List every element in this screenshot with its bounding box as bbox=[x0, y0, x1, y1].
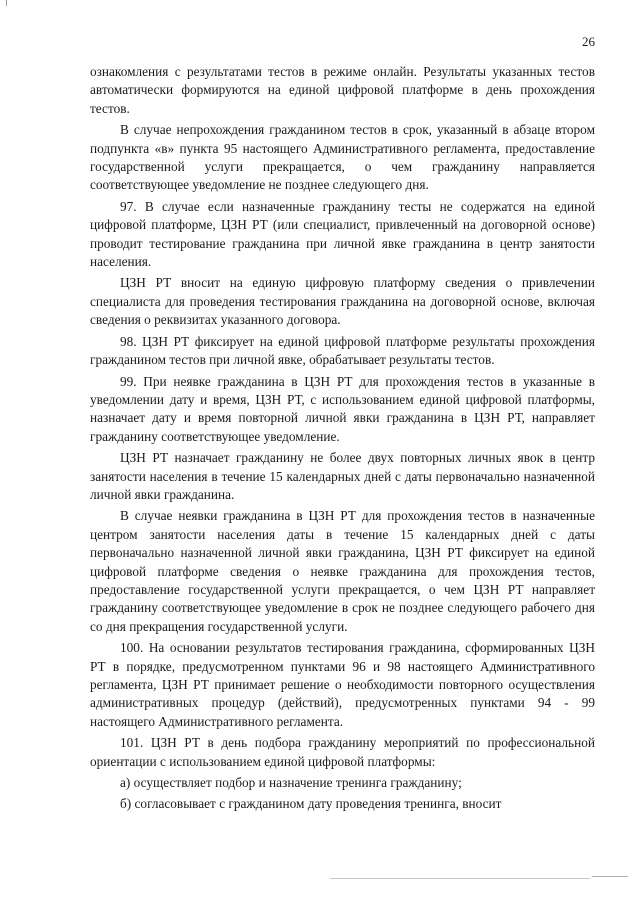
paragraph-test-failure: В случае непрохождения гражданином тестов в срок, указанный в абзаце втором подпункта «в» пункта 95 настоящего Административного регламента, предоставление государственной услуги прекращается, о чем гражданину направляется соответствующее уведомление не позднее следующего дня. bbox=[90, 122, 595, 193]
paragraph-99-no-show: В случае неявки гражданина в ЦЗН РТ для прохождения тестов в назначенные центром занятости населения даты в течение 15 календарных дней с даты первоначально назначенной личной явки гражданина, ЦЗН РТ фиксирует на единой цифровой платформе сведения о неявке гражданина для прохождения тестов, предоставление государственной услуги прекращается, о чем ЦЗН РТ направляет гражданину соответствующее уведомление в срок не позднее следующего рабочего дня со дня прекращения государственной услуги. bbox=[90, 508, 595, 634]
paragraph-98: 98. ЦЗН РТ фиксирует на единой цифровой платформе результаты прохождения гражданином тестов при личной явке, обрабатывает результаты тестов. bbox=[90, 333, 595, 368]
paragraph-101-b: б) согласовывает с гражданином дату проведения тренинга, вносит bbox=[120, 796, 502, 812]
scan-mark-top-left bbox=[6, 0, 7, 6]
scan-line-bottom-right bbox=[592, 876, 628, 877]
paragraph-101-a: а) осуществляет подбор и назначение тренинга гражданину; bbox=[120, 775, 462, 791]
paragraph-100: 100. На основании результатов тестирования гражданина, сформированных ЦЗН РТ в порядке, предусмотренном пунктами 96 и 98 настоящего Административного регламента, ЦЗН РТ принимает решение о необходимости повторного осуществления административных процедур (действий), предусмотренных пунктами 94 - 99 настоящего Административного регламента. bbox=[90, 640, 595, 729]
paragraph-97: 97. В случае если назначенные гражданину тесты не содержатся на единой цифровой платформе, ЦЗН РТ (или специалист, привлеченный на договорной основе) проводит тестирование гражданина при личной явке гражданина в центр занятости населения. bbox=[90, 198, 595, 270]
paragraph-99: 99. При неявке гражданина в ЦЗН РТ для прохождения тестов в указанные в уведомлении дату и время, ЦЗН РТ, с использованием единой цифровой платформы, назначает дату и время повторной личной явки гражданина в ЦЗН РТ, направляет гражданину соответствующее уведомление. bbox=[90, 373, 595, 444]
paragraph-97-specialist: ЦЗН РТ вносит на единую цифровую платформу сведения о привлечении специалиста для проведения тестирования гражданина на договорной основе, включая сведения о реквизитах указанного договора. bbox=[90, 275, 595, 328]
page-number: 26 bbox=[582, 34, 595, 49]
document-body bbox=[90, 63, 595, 814]
scan-line-bottom bbox=[330, 878, 590, 879]
paragraph-intro: ознакомления с результатами тестов в режиме онлайн. Результаты указанных тестов автоматически формируются на единой цифровой платформе в день прохождения тестов. bbox=[90, 64, 595, 116]
paragraph-99-repeat-visits: ЦЗН РТ назначает гражданину не более двух повторных личных явок в центр занятости населения в течение 15 календарных дней с даты первоначально назначенной личной явки гражданина. bbox=[90, 450, 595, 502]
paragraph-101: 101. ЦЗН РТ в день подбора гражданину мероприятий по профессиональной ориентации с использованием единой цифровой платформы: bbox=[90, 735, 595, 769]
